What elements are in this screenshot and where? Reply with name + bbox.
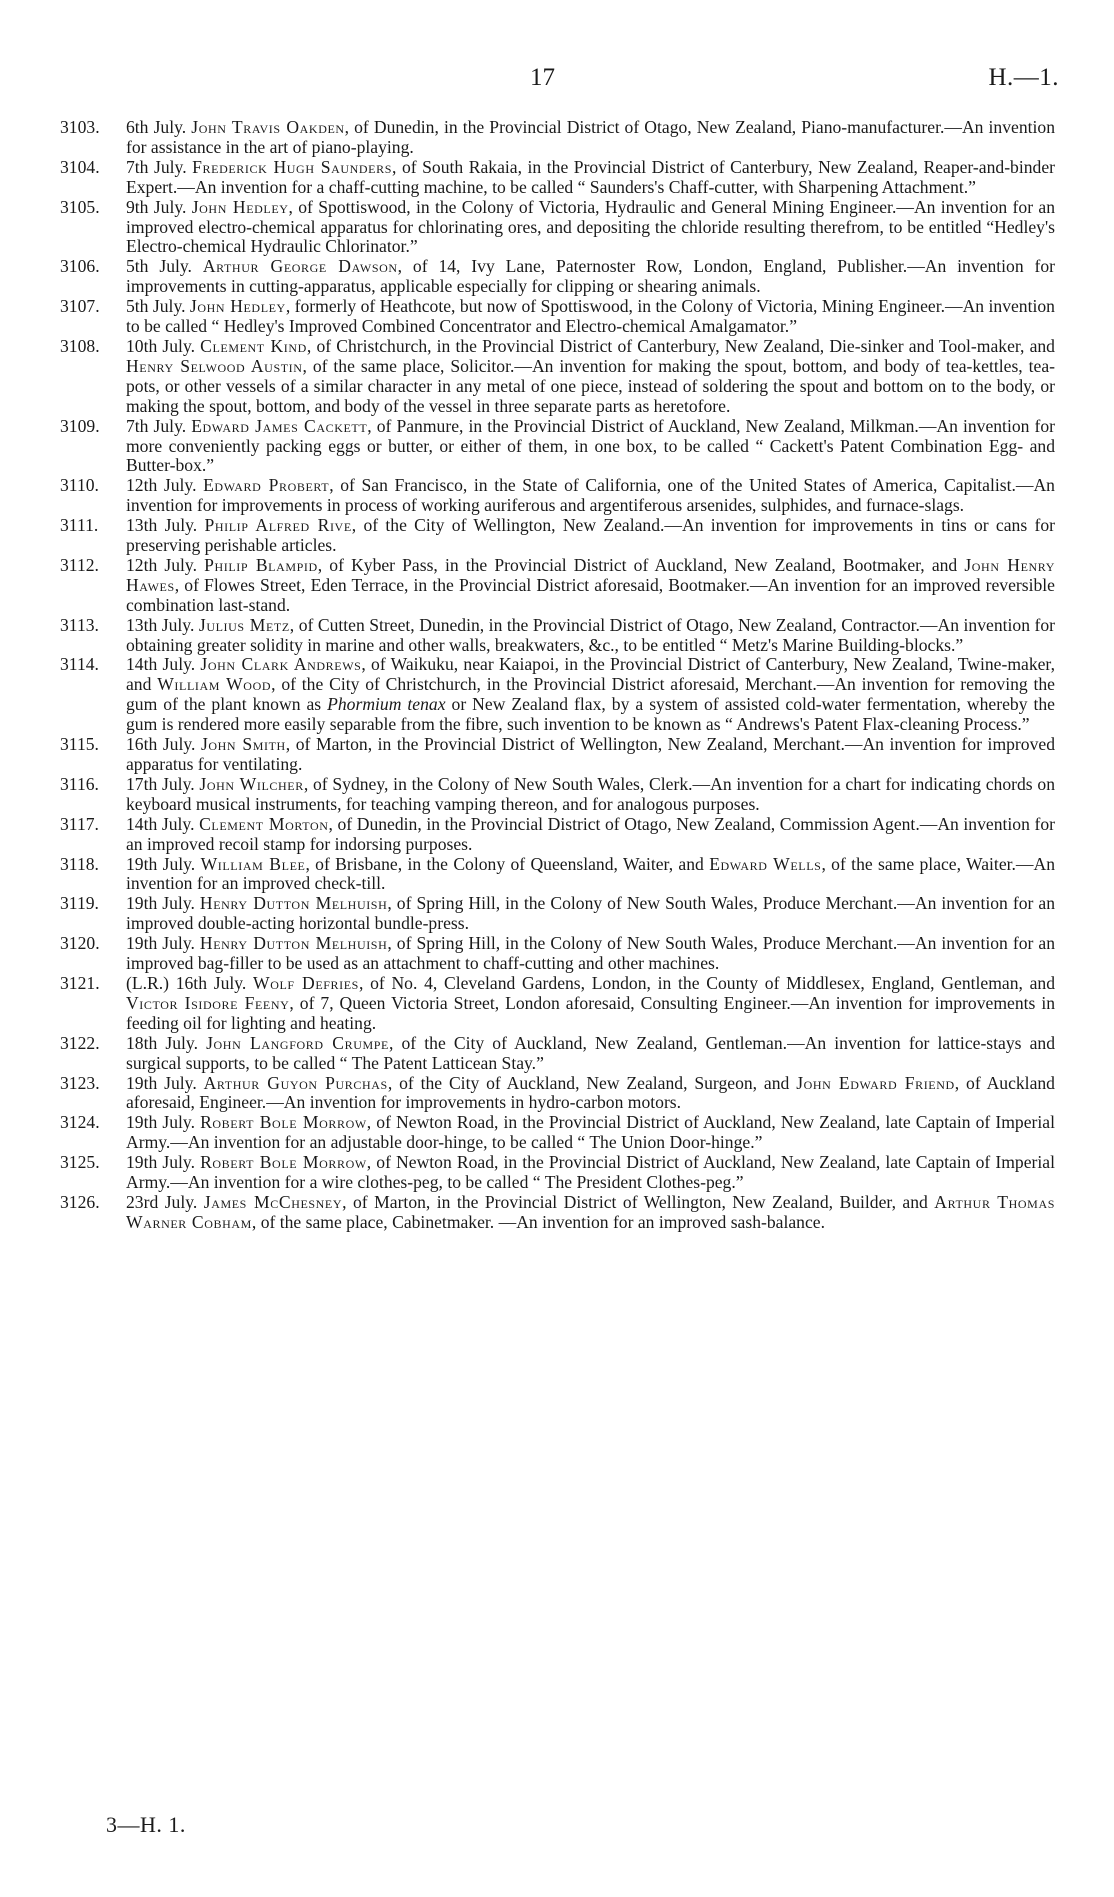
entry-date: (L.R.) 16th July. xyxy=(126,972,254,993)
entry-date: 18th July. xyxy=(126,1032,207,1053)
patent-entry xyxy=(60,934,1055,974)
entry-number: 3116. xyxy=(60,773,99,794)
entry-number: 3108. xyxy=(60,335,100,356)
entry-number: 3112. xyxy=(60,554,99,575)
patent-entry xyxy=(60,894,1055,934)
patent-entry xyxy=(60,516,1055,556)
entry-number: 3111. xyxy=(60,515,99,536)
applicant-name: John Langford Crumpe xyxy=(206,1032,389,1053)
entry-text: , of San Francisco, in the State of California, one of the United States of America, Capitalist.—An invention for improvements in process of working auriferous and argentiferous arsenides, sulphides, and furnace-slags. xyxy=(126,475,1055,516)
entry-date: 17th July. xyxy=(126,773,200,794)
entry-date: 13th July. xyxy=(126,515,205,536)
patent-entry xyxy=(60,158,1055,198)
entry-date: 19th July. xyxy=(126,1112,201,1133)
applicant-name: John Hedley xyxy=(191,196,289,217)
entry-text: , of Spring Hill, in the Colony of New South Wales, Produce Merchant.—An invention for an improved bag-filler to be used as an attachment to chaff-cutting and other machines. xyxy=(126,933,1055,974)
applicant-name: Henry Dutton Melhuish xyxy=(199,893,388,914)
entry-date: 12th July. xyxy=(126,475,204,496)
entry-number: 3110. xyxy=(60,475,99,496)
applicant-name: John Clark Andrews xyxy=(200,654,362,675)
entry-date: 19th July. xyxy=(126,933,200,954)
entry-number: 3107. xyxy=(60,296,100,317)
entry-number: 3119. xyxy=(60,893,99,914)
patent-entry xyxy=(60,417,1055,477)
entry-text: , of Christchurch, in the Provincial District of Canterbury, New Zealand, Die-sinker and Tool-maker, and xyxy=(306,335,1055,356)
co-applicant-name: John Edward Friend xyxy=(796,1072,955,1093)
entry-number: 3122. xyxy=(60,1032,100,1053)
patent-entries-list xyxy=(60,118,1055,1233)
co-applicant-name: Henry Selwood Austin xyxy=(126,355,303,376)
entry-text-continued: , of the City of Christchurch, in the Provincial District aforesaid, Merchant.—An invention for removing the gum of the plant known as xyxy=(126,674,1055,715)
entry-date: 19th July. xyxy=(126,1072,204,1093)
patent-entry xyxy=(60,556,1055,616)
entry-date: 13th July. xyxy=(126,614,199,635)
patent-entry xyxy=(60,118,1055,158)
applicant-name: Frederick Hugh Saunders xyxy=(192,156,392,177)
applicant-name: Edward James Cackett xyxy=(191,415,368,436)
entry-number: 3118. xyxy=(60,853,99,874)
entry-text: , of Marton, in the Provincial District of Wellington, New Zealand, Merchant.—An invention for improved apparatus for ventilating. xyxy=(126,734,1055,774)
entry-text: , of Marton, in the Provincial District of Wellington, New Zealand, Builder, and xyxy=(342,1191,935,1212)
entry-text-continued: , of the same place, Waiter.—An invention for an improved check-till. xyxy=(126,853,1056,894)
entry-date: 19th July. xyxy=(126,893,200,914)
entry-date: 19th July. xyxy=(126,1152,201,1173)
patent-entry xyxy=(60,1153,1055,1193)
entry-text-continued: , of Auckland aforesaid, Engineer.—An invention for improvements in hydro-carbon motors. xyxy=(126,1072,1055,1113)
patent-entry xyxy=(60,198,1055,258)
entry-text-continued: , of Flowes Street, Eden Terrace, in the Provincial District aforesaid, Bootmaker.—An invention for an improved reversible combination last-stand. xyxy=(126,574,1055,615)
patent-entry xyxy=(60,476,1055,516)
entry-text: , of Dunedin, in the Provincial District of Otago, New Zealand, Commission Agent.—An invention for an improved recoil stamp for indorsing purposes. xyxy=(126,813,1055,854)
applicant-name: Wolf Defries xyxy=(253,972,359,993)
patent-entry xyxy=(60,1113,1055,1153)
applicant-name: Robert Bole Morrow xyxy=(200,1112,367,1133)
co-applicant-name: Edward Wells xyxy=(709,853,822,874)
entry-date: 10th July. xyxy=(126,335,201,356)
entry-text: , of Sydney, in the Colony of New South Wales, Clerk.—An invention for a chart for indicating chords on keyboard musical instruments, for teaching vamping thereon, and for analogous purposes. xyxy=(126,773,1055,814)
co-applicant-name: William Wood xyxy=(157,674,272,695)
entry-number: 3109. xyxy=(60,415,100,436)
applicant-name: Philip Alfred Rive xyxy=(204,515,352,536)
applicant-name: James McChesney xyxy=(203,1191,343,1212)
entry-number: 3106. xyxy=(60,256,100,277)
entry-number: 3117. xyxy=(60,813,99,834)
entry-date: 7th July. xyxy=(126,156,193,177)
co-applicant-name: Victor Isidore Feeny xyxy=(126,992,290,1013)
entry-number: 3120. xyxy=(60,933,100,954)
entry-text-final: or New Zealand flax, by a system of assisted cold-water fermentation, whereby the gum is rendered more easily separable from the fibre, such invention to be known as “ Andrews's Patent Flax-cleaning Process.” xyxy=(126,694,1055,735)
entry-date: 5th July. xyxy=(126,296,190,317)
entry-text-continued: , of the same place, Cabinetmaker. —An invention for an improved sash-balance. xyxy=(251,1211,825,1232)
entry-date: 5th July. xyxy=(126,256,203,277)
patent-entry xyxy=(60,616,1055,656)
applicant-name: Robert Bole Morrow xyxy=(200,1152,367,1173)
patent-entry xyxy=(60,655,1055,735)
entry-number: 3104. xyxy=(60,156,100,177)
applicant-name: Clement Morton xyxy=(199,813,329,834)
applicant-name: Clement Kind xyxy=(200,335,307,356)
applicant-name: John Hedley xyxy=(189,296,286,317)
entry-number: 3114. xyxy=(60,654,99,675)
entry-text: , of Waikuku, near Kaiapoi, in the Provincial District of Canterbury, New Zealand, Twine-maker, and xyxy=(126,654,1055,695)
applicant-name: John Travis Oakden xyxy=(191,117,345,137)
entry-date: 6th July. xyxy=(126,117,192,137)
entry-text: , of Panmure, in the Provincial District of Auckland, New Zealand, Milkman.—An invention for more conveniently packing eggs or butter, or either of them, in one box, to be called “ Cackett's Patent Combination Egg- and Butter-box.” xyxy=(126,415,1055,476)
applicant-name: Arthur Guyon Purchas xyxy=(203,1072,388,1093)
entry-text: , of South Rakaia, in the Provincial District of Canterbury, New Zealand, Reaper-and-binder Expert.—An invention for a chaff-cutting machine, to be called “ Saunders's Chaff-cutter, with Sharpening Attachment.” xyxy=(126,156,1055,197)
page-header xyxy=(0,64,1114,100)
entry-text-continued: , of 7, Queen Victoria Street, London aforesaid, Consulting Engineer.—An invention for improvements in feeding oil for lighting and heating. xyxy=(126,992,1055,1033)
entry-number: 3126. xyxy=(60,1191,100,1212)
entry-text: , of the City of Auckland, New Zealand, Gentleman.—An invention for lattice-stays and surgical supports, to be called “ The Patent Latticean Stay.” xyxy=(126,1032,1055,1073)
patent-entry xyxy=(60,257,1055,297)
entry-date: 14th July. xyxy=(126,813,200,834)
entry-text: , of the City of Auckland, New Zealand, Surgeon, and xyxy=(387,1072,797,1093)
patent-entry xyxy=(60,337,1055,417)
patent-entry xyxy=(60,1074,1055,1114)
entry-text: , of No. 4, Cleveland Gardens, London, in the County of Middlesex, England, Gentleman, and xyxy=(358,972,1056,993)
applicant-name: William Blee xyxy=(200,853,306,874)
patent-entry xyxy=(60,1193,1055,1233)
applicant-name: Edward Probert xyxy=(203,475,330,496)
entry-text: , of the City of Wellington, New Zealand.—An invention for improvements in tins or cans for preserving perishable articles. xyxy=(126,515,1055,556)
entry-number: 3121. xyxy=(60,972,100,993)
entry-date: 12th July. xyxy=(126,554,205,575)
entry-number: 3113. xyxy=(60,614,99,635)
entry-number: 3115. xyxy=(60,734,99,755)
entry-text: , of 14, Ivy Lane, Paternoster Row, London, England, Publisher.—An invention for improvements in cutting-apparatus, applicable especially for clipping or shearing animals. xyxy=(126,256,1056,297)
entry-number: 3103. xyxy=(60,117,100,137)
entry-text: , of Brisbane, in the Colony of Queensland, Waiter, and xyxy=(305,853,710,874)
co-applicant-name: John Henry Hawes xyxy=(126,554,1056,595)
patent-entry xyxy=(60,297,1055,337)
patent-entry xyxy=(60,815,1055,855)
patent-entry xyxy=(60,1034,1055,1074)
entry-date: 23rd July. xyxy=(126,1191,204,1212)
applicant-name: Julius Metz xyxy=(198,614,290,635)
entry-text: , of Spottiswood, in the Colony of Victoria, Hydraulic and General Mining Engineer.—An invention for an improved electro-chemical apparatus for chlorinating ores, and depositing the chloride resulting therefrom, to be entitled “Hedley's Electro-chemical Hydraulic Chlorinator.” xyxy=(126,196,1055,257)
entry-date: 7th July. xyxy=(126,415,192,436)
page-number: 17 xyxy=(530,64,555,91)
entry-text: , of Kyber Pass, in the Provincial District of Auckland, New Zealand, Bootmaker, and xyxy=(317,554,965,575)
entry-text: , of Spring Hill, in the Colony of New South Wales, Produce Merchant.—An invention for an improved double-acting horizontal bundle-press. xyxy=(126,893,1055,934)
entry-date: 9th July. xyxy=(126,196,192,217)
patent-entry xyxy=(60,735,1055,775)
plant-species-name: Phormium tenax xyxy=(327,694,446,715)
entry-text-continued: , of the same place, Solicitor.—An invention for making the spout, bottom, and body of tea-kettles, tea-pots, or other vessels of a similar character in any metal of one piece, instead of soldering the spout and bottom on to the body, or making the spout, bottom, and body of the vessel in three separate parts as heretofore. xyxy=(126,355,1055,416)
applicant-name: John Wilcher xyxy=(199,773,304,794)
entry-number: 3105. xyxy=(60,196,100,217)
entry-text: , formerly of Heathcote, but now of Spottiswood, in the Colony of Victoria, Mining Engineer.—An invention to be called “ Hedley's Improved Combined Concentrator and Electro-chemical Amalgamator.” xyxy=(126,296,1055,337)
entry-date: 16th July. xyxy=(126,734,201,755)
entry-text: , of Newton Road, in the Provincial District of Auckland, New Zealand, late Captain of Imperial Army.—An invention for an adjustable door-hinge, to be called “ The Union Door-hinge.” xyxy=(126,1112,1055,1153)
entry-number: 3124. xyxy=(60,1112,100,1133)
patent-entry xyxy=(60,855,1055,895)
entry-text: , of Newton Road, in the Provincial District of Auckland, New Zealand, late Captain of Imperial Army.—An invention for a wire clothes-peg, to be called “ The President Clothes-peg.” xyxy=(126,1152,1055,1193)
entry-text: , of Cutten Street, Dunedin, in the Provincial District of Otago, New Zealand, Contractor.—An invention for obtaining greater solidity in marine and other walls, breakwaters, &c., to be entitled “ Metz's Marine Building-blocks.” xyxy=(126,614,1056,655)
patent-entry xyxy=(60,775,1055,815)
applicant-name: John Smith xyxy=(200,734,286,755)
entry-date: 14th July. xyxy=(126,654,201,675)
signature-mark: 3—H. 1. xyxy=(106,1812,186,1837)
entry-number: 3125. xyxy=(60,1152,100,1173)
entry-date: 19th July. xyxy=(126,853,201,874)
applicant-name: Henry Dutton Melhuish xyxy=(199,933,388,954)
entry-number: 3123. xyxy=(60,1072,100,1093)
entry-text: , of Dunedin, in the Provincial District of Otago, New Zealand, Piano-manufacturer.—An invention for assistance in the art of piano-playing. xyxy=(126,117,1056,157)
applicant-name: Philip Blampid xyxy=(204,554,318,575)
patent-entry xyxy=(60,974,1055,1034)
applicant-name: Arthur George Dawson xyxy=(202,256,398,277)
co-applicant-name: Arthur Thomas Warner Cobham xyxy=(126,1191,1055,1232)
series-code: H.—1. xyxy=(988,64,1059,91)
